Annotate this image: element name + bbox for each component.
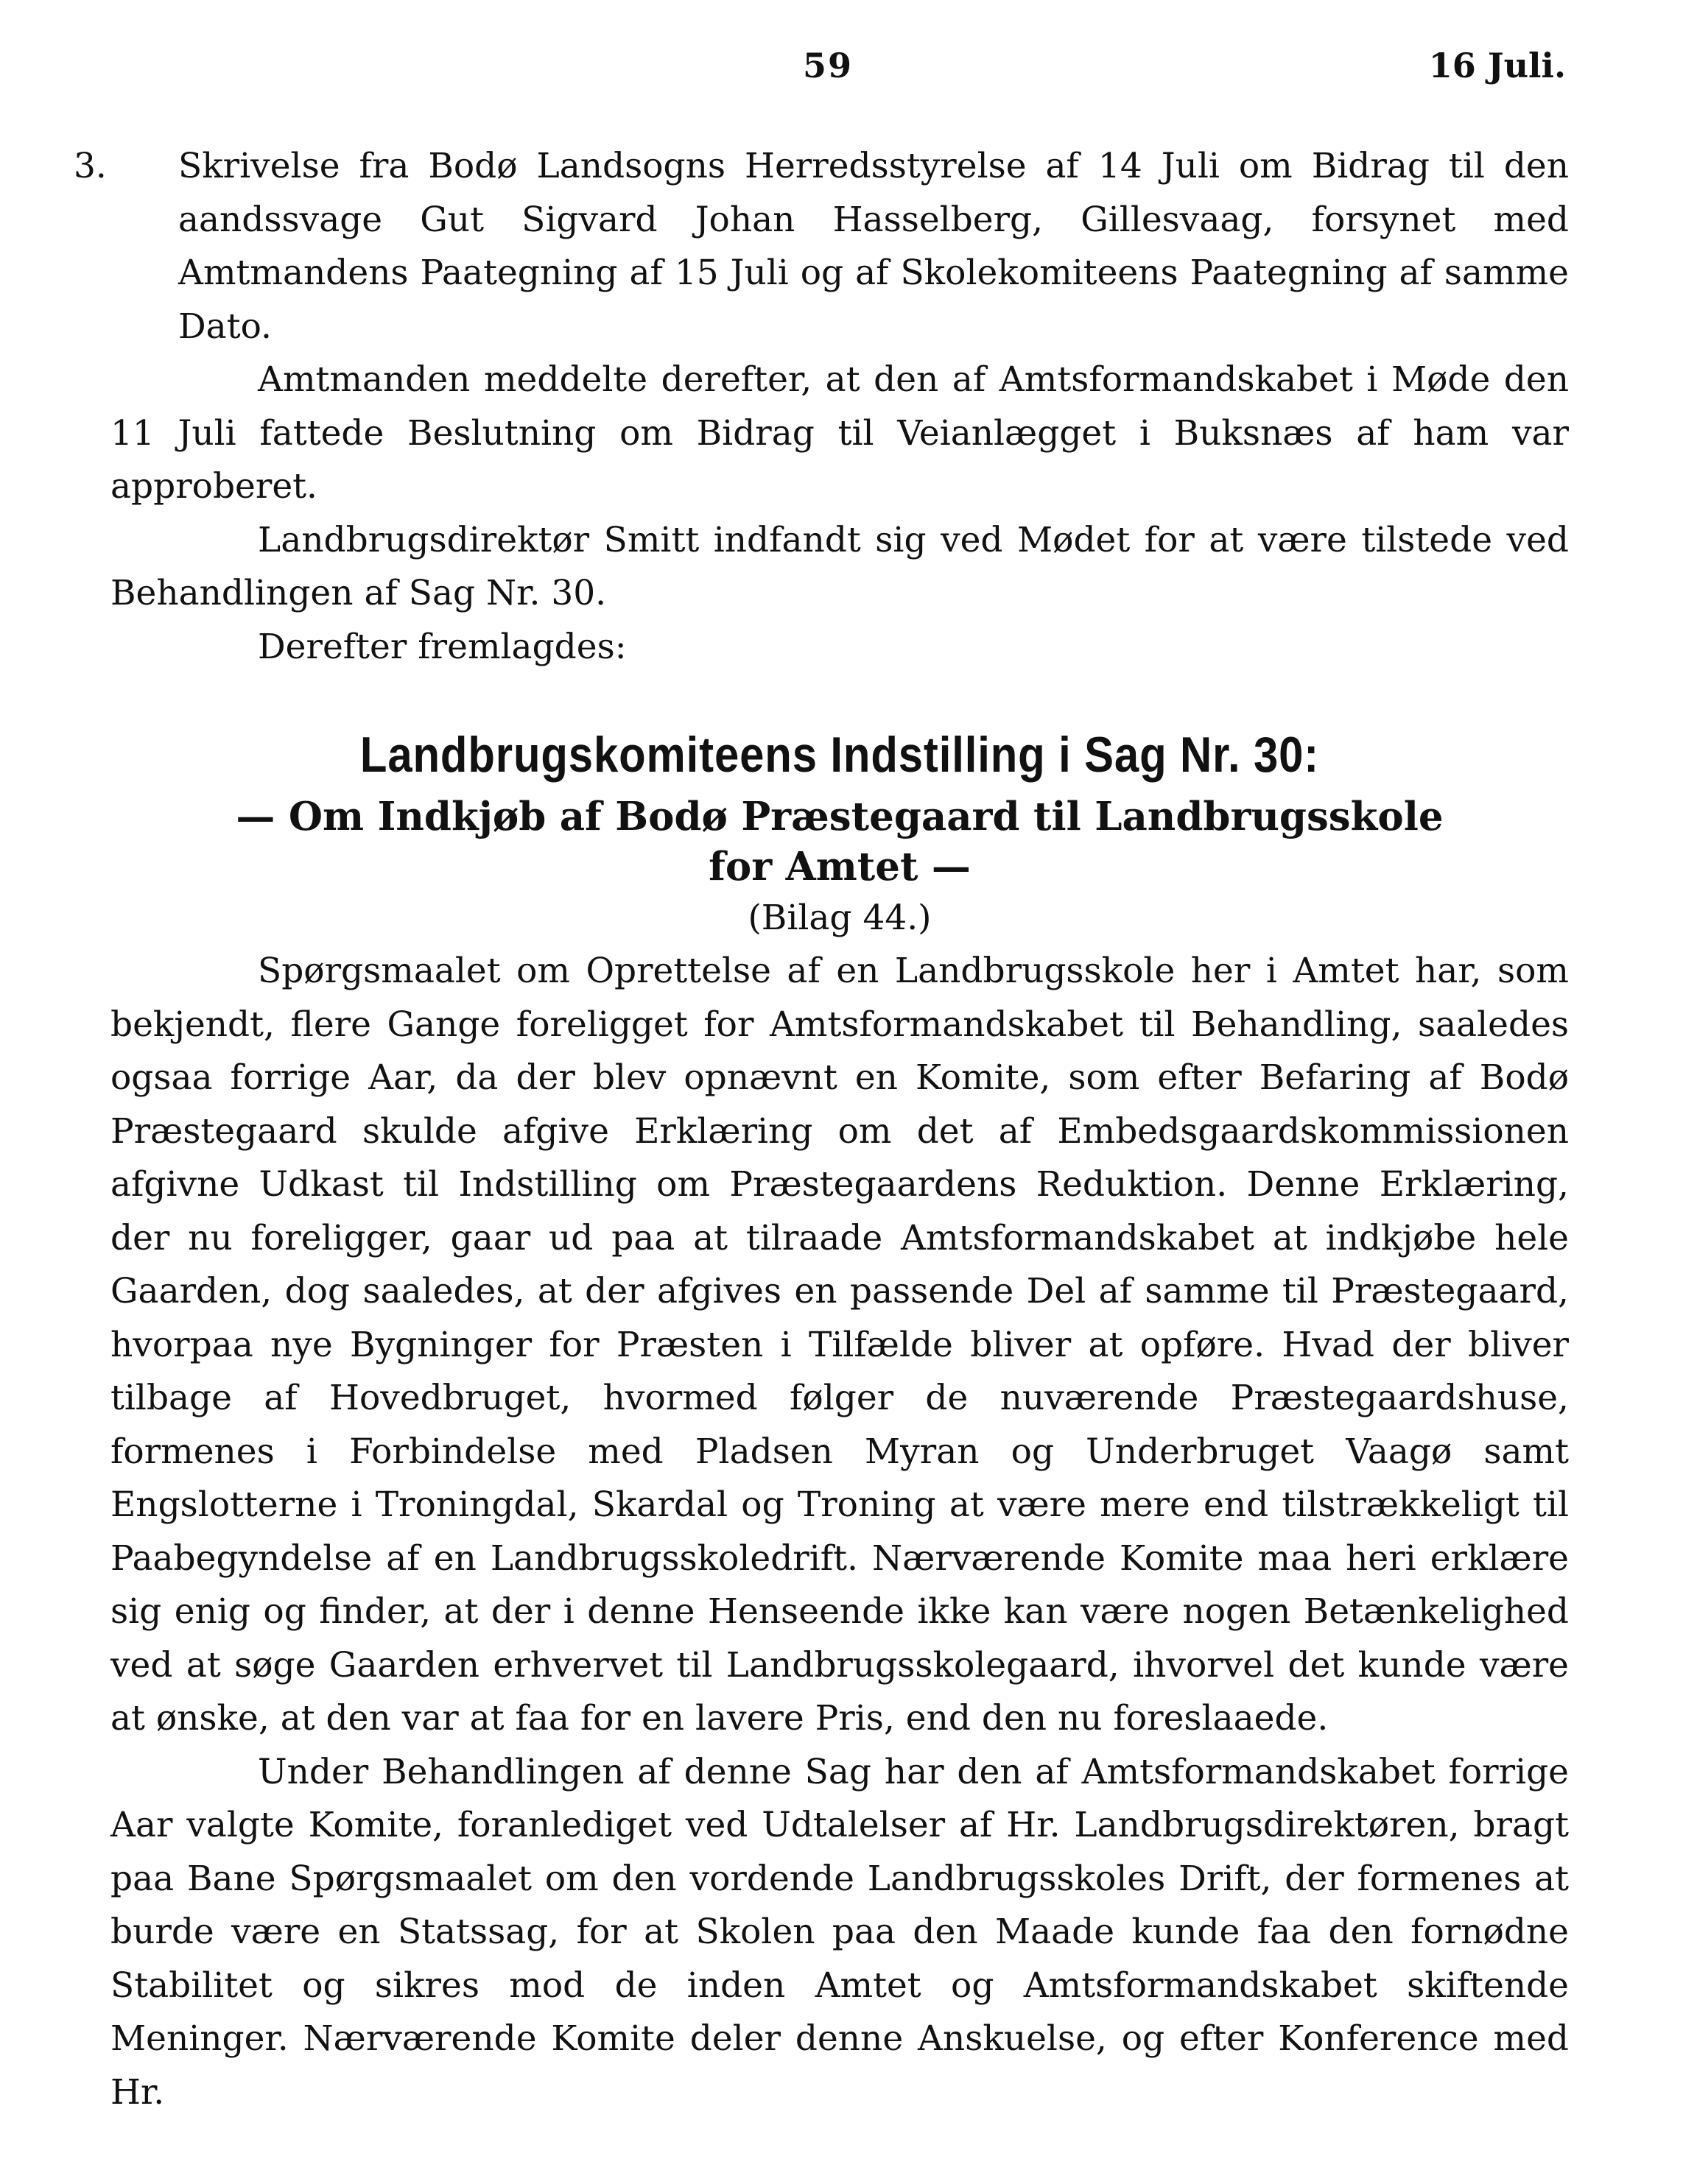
item-number: 3. [74, 146, 107, 186]
section-heading: Landbrugskomiteens Indstilling i Sag Nr. 30: [359, 727, 1320, 783]
paragraph-attendance: Landbrugsdirektør Smitt indfandt sig ved Mødet for at være tilstede ved Behandlingen af Sag Nr. 30. [110, 519, 1569, 613]
page-date: 16 Juli. [1428, 46, 1566, 85]
paragraph-presented: Derefter fremlagdes: [258, 626, 627, 667]
bilag-reference: (Bilag 44.) [748, 898, 932, 938]
item-text: Skrivelse fra Bodø Landsogns Herredsstyrelse af 14 Juli om Bidrag til den aandssvage Gut Sigvard Johan Hasselberg, Gillesvaag, forsynet med Amtmandens Paategning af 15 Juli og af Skolekomiteens Paategning af samme Dato. [178, 146, 1569, 347]
section-subheading-line1: — Om Indkjøb af Bodø Præstegaard til Landbrugsskole [236, 794, 1444, 839]
agenda-item-3 [0, 140, 1569, 353]
page-number: 59 [803, 46, 854, 85]
paragraph-body-2: Under Behandlingen af denne Sag har den af Amtsformandskabet forrige Aar valgte Komite, foranlediget ved Udtalelser af Hr. Landbrugsdirektøren, bragt paa Bane Spørgsmaalet om den vordende Landbrugsskoles Drift, der formenes at burde være en Statssag, for at Skolen paa den Maade kunde faa den fornødne Stabilitet og sikres mod de inden Amtet og Amtsformandskabet skiftende Meninger. Nærværende Komite deler denne Anskuelse, og efter Konference med Hr. [110, 1751, 1569, 2113]
page-body [74, 140, 1569, 2119]
section-subheading-line2: for Amtet — [709, 844, 971, 890]
paragraph-approval: Amtmanden meddelte derefter, at den af Amtsformandskabet i Møde den 11 Juli fattede Beslutning om Bidrag til Veianlægget i Buksnæs af ham var approberet. [110, 359, 1569, 507]
paragraph-body-1: Spørgsmaalet om Oprettelse af en Landbrugsskole her i Amtet har, som bekjendt, flere Gange foreligget for Amtsformandskabet til Behandling, saaledes ogsaa forrige Aar, da der blev opnævnt en Komite, som efter Befaring af Bodø Præstegaard skulde afgive Erklæring om det af Embedsgaardskommissionen afgivne Udkast til Indstilling om Præstegaardens Reduktion. Denne Erklæring, der nu foreligger, gaar ud paa at tilraade Amtsformandskabet at indkjøbe hele Gaarden, dog saaledes, at der afgives en passende Del af samme til Præstegaard, hvorpaa nye Bygninger for Præsten i Tilfælde bliver at opføre. Hvad der bliver tilbage af Hovedbruget, hvormed følger de nuværende Præstegaardshuse, formenes i Forbindelse med Pladsen Myran og Underbruget Vaagø samt Engslotterne i Troningdal, Skardal og Troning at være mere end tilstrækkeligt til Paabegyndelse af en Landbrugsskoledrift. Nærværende Komite maa heri erklære sig enig og finder, at der i denne Henseende ikke kan være nogen Betænkelighed ved at søge Gaarden erhvervet til Landbrugsskolegaard, ihvorvel det kunde være at ønske, at den var at faa for en lavere Pris, end den nu foreslaaede. [110, 951, 1569, 1739]
